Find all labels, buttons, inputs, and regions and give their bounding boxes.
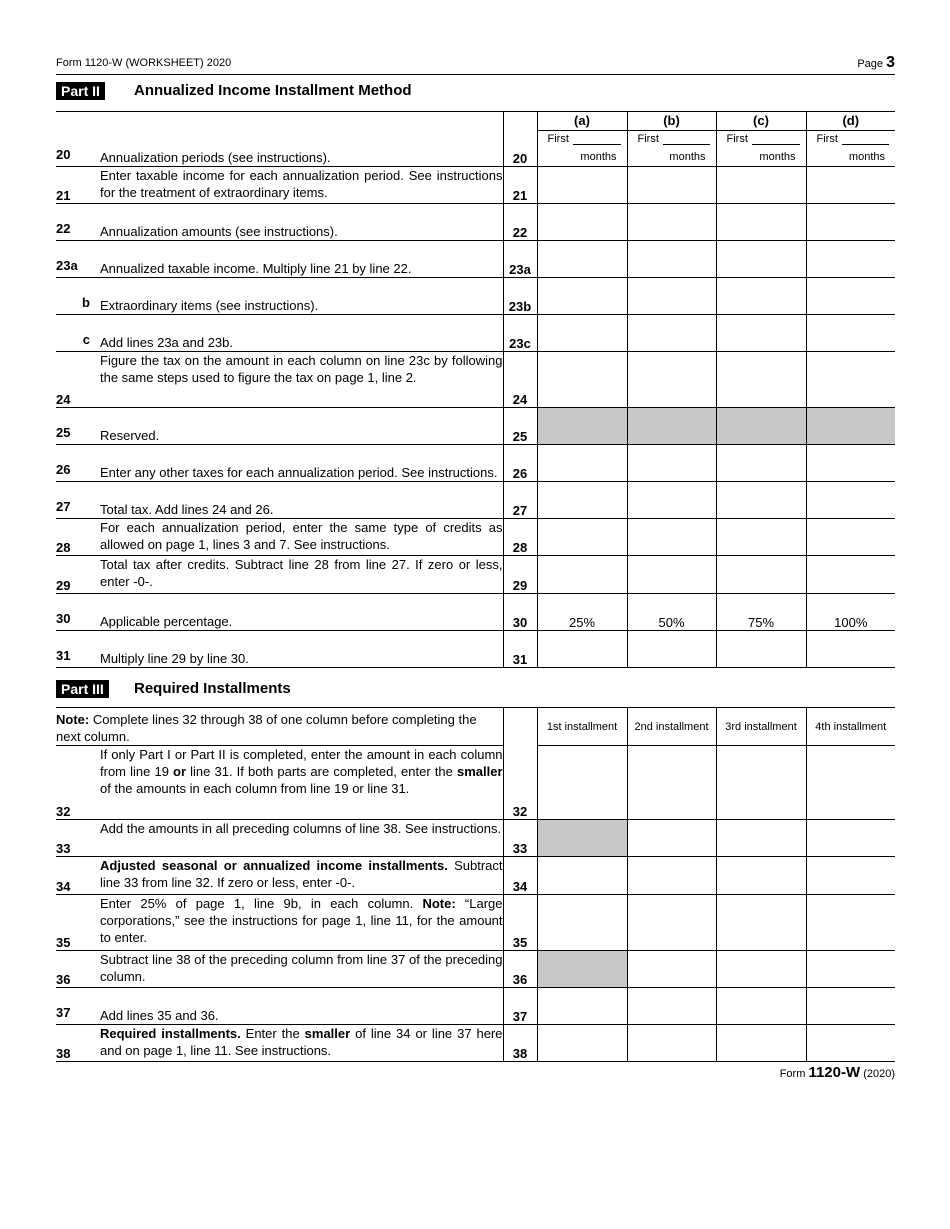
line-29-col-d[interactable] [806, 555, 895, 593]
line-32-text-part: or [173, 764, 187, 779]
line-37-number: 37 [56, 988, 100, 1025]
line-29-col-c[interactable] [716, 555, 806, 593]
line-31-row [56, 630, 895, 667]
line-34-installment-2[interactable] [627, 857, 716, 895]
line-30-row [56, 593, 895, 630]
line-26-col-c[interactable] [716, 444, 806, 481]
line-21-col-a[interactable] [537, 166, 627, 203]
line-32-text-part: If only Part I or Part II is completed, enter the amount in each column from line 19 [100, 747, 503, 779]
line-21-col-c[interactable] [716, 166, 806, 203]
line-36-installment-1 [537, 951, 627, 988]
line-31-description: Multiply line 29 by line 30. [100, 630, 503, 667]
line-30-label: 30 [503, 593, 537, 630]
line-35-row [56, 895, 895, 951]
line-27-col-b[interactable] [627, 481, 716, 518]
line-38-installment-3[interactable] [716, 1025, 806, 1062]
first-label: First [637, 132, 659, 145]
line-38-text-part: Required installments. [100, 1026, 241, 1041]
line-38-installment-4[interactable] [806, 1025, 895, 1062]
line-23a-col-a[interactable] [537, 240, 627, 277]
line-23a-label: 23a [503, 240, 537, 277]
line-25-col-a [537, 407, 627, 444]
line-32-row [56, 746, 895, 820]
line-34-text-part: Subtract line 33 from line 32. If zero or less, enter -0-. [100, 858, 503, 890]
line-33-row [56, 820, 895, 857]
line-32-text-part: line 31. If both parts are completed, enter the [186, 764, 457, 779]
line-28-description: For each annualization period, enter the same type of credits as allowed on page 1, lines 3 and 7. See instructions. [100, 518, 503, 555]
line-27-row [56, 481, 895, 518]
line-35-installment-1[interactable] [537, 895, 627, 951]
line-22-col-d[interactable] [806, 203, 895, 240]
line-20-first-a [538, 131, 627, 145]
line-27-col-d[interactable] [806, 481, 895, 518]
column-header-c: (c) [716, 111, 806, 130]
line-30-col-a: 25% [537, 593, 627, 630]
line-35-number: 35 [56, 895, 100, 951]
line-34-installment-3[interactable] [716, 857, 806, 895]
line-21-label: 21 [503, 166, 537, 203]
line-38-installment-1[interactable] [537, 1025, 627, 1062]
footer-year: (2020) [863, 1068, 895, 1080]
line-28-col-b[interactable] [627, 518, 716, 555]
line-33-description [100, 820, 503, 857]
months-blank-c[interactable] [752, 134, 800, 145]
form-footer [780, 1064, 895, 1081]
line-37-text-part: Add lines 35 and 36. [100, 1008, 219, 1023]
line-26-col-b[interactable] [627, 444, 716, 481]
line-28-number: 28 [56, 518, 100, 555]
line-28-row [56, 518, 895, 555]
line-38-installment-2[interactable] [627, 1025, 716, 1062]
line-23c-description: Add lines 23a and 23b. [100, 314, 503, 351]
line-22-row [56, 203, 895, 240]
line-25-col-d [806, 407, 895, 444]
part3-note-row [56, 708, 895, 746]
line-35-label: 35 [503, 895, 537, 951]
line-23b-row [56, 277, 895, 314]
line-24-col-a[interactable] [537, 351, 627, 407]
line-37-installment-2[interactable] [627, 988, 716, 1025]
months-blank-a[interactable] [573, 134, 621, 145]
months-label: months [848, 150, 885, 163]
line-38-row [56, 1025, 895, 1062]
line-24-col-b[interactable] [627, 351, 716, 407]
page-number-value: 3 [886, 54, 895, 71]
line-30-description: Applicable percentage. [100, 593, 503, 630]
line-29-row [56, 555, 895, 593]
line-28-col-c[interactable] [716, 518, 806, 555]
line-27-label: 27 [503, 481, 537, 518]
part3-title: Required Installments [134, 680, 291, 697]
line-22-col-c[interactable] [716, 203, 806, 240]
line-34-label: 34 [503, 857, 537, 895]
installment-header-1: 1st installment [537, 708, 627, 746]
line-23b-col-b[interactable] [627, 277, 716, 314]
line-32-installment-1[interactable] [537, 746, 627, 820]
line-34-installment-4[interactable] [806, 857, 895, 895]
line-36-text-part: Subtract line 38 of the preceding column from line 37 of the preceding column. [100, 952, 503, 984]
months-blank-d[interactable] [842, 134, 889, 145]
line-35-description [100, 895, 503, 951]
line-38-text-part: smaller [304, 1026, 351, 1041]
line-29-col-b[interactable] [627, 555, 716, 593]
line-38-description [100, 1025, 503, 1062]
line-22-number: 22 [56, 203, 100, 240]
line-23b-col-a[interactable] [537, 277, 627, 314]
line-24-col-c[interactable] [716, 351, 806, 407]
months-label: months [759, 150, 796, 163]
part2-colhead-row [56, 111, 895, 130]
line-20-number: 20 [56, 130, 100, 166]
line-23a-col-b[interactable] [627, 240, 716, 277]
line-28-label: 28 [503, 518, 537, 555]
line-30-col-b: 50% [627, 593, 716, 630]
line-34-number: 34 [56, 857, 100, 895]
months-label: months [580, 150, 617, 163]
line-22-label: 22 [503, 203, 537, 240]
blank-cell [56, 111, 100, 130]
first-label: First [547, 132, 569, 145]
line-36-installment-2[interactable] [627, 951, 716, 988]
line-31-col-b[interactable] [627, 630, 716, 667]
line-22-col-a[interactable] [537, 203, 627, 240]
line-25-description: Reserved. [100, 407, 503, 444]
line-23c-number: c [56, 314, 100, 351]
line-23c-col-d[interactable] [806, 314, 895, 351]
footer-form-number: 1120-W [808, 1064, 861, 1081]
line-23a-col-c[interactable] [716, 240, 806, 277]
line-33-installment-1 [537, 820, 627, 857]
line-32-description [100, 746, 503, 820]
note-text: Complete lines 32 through 38 of one column before completing the next column. [56, 712, 477, 744]
line-27-description: Total tax. Add lines 24 and 26. [100, 481, 503, 518]
line-24-col-d[interactable] [806, 351, 895, 407]
part2-title: Annualized Income Installment Method [134, 82, 412, 99]
column-header-a: (a) [537, 111, 627, 130]
months-blank-b[interactable] [663, 134, 710, 145]
line-35-installment-2[interactable] [627, 895, 716, 951]
line-27-col-a[interactable] [537, 481, 627, 518]
line-29-label: 29 [503, 555, 537, 593]
line-30-number: 30 [56, 593, 100, 630]
line-22-description: Annualization amounts (see instructions). [100, 203, 503, 240]
line-36-row [56, 951, 895, 988]
part2-table [56, 111, 895, 668]
part2-badge: Part II [56, 82, 105, 100]
line-33-label: 33 [503, 820, 537, 857]
months-label: months [669, 150, 706, 163]
line-33-installment-4[interactable] [806, 820, 895, 857]
page-number [857, 54, 895, 72]
line-31-label: 31 [503, 630, 537, 667]
line-33-installment-3[interactable] [716, 820, 806, 857]
line-20-col-d[interactable] [806, 130, 895, 166]
line-37-label: 37 [503, 988, 537, 1025]
line-21-description: Enter taxable income for each annualization period. See instructions for the treatment of extraordinary items. [100, 166, 503, 203]
line-26-col-d[interactable] [806, 444, 895, 481]
line-23b-description: Extraordinary items (see instructions). [100, 277, 503, 314]
line-37-installment-4[interactable] [806, 988, 895, 1025]
blank-cell [100, 111, 503, 130]
line-23b-number: b [56, 277, 100, 314]
line-20-col-a[interactable] [537, 130, 627, 166]
line-21-col-d[interactable] [806, 166, 895, 203]
part3-table [56, 707, 895, 1062]
first-label: First [816, 132, 838, 145]
line-31-col-a[interactable] [537, 630, 627, 667]
line-25-col-b [627, 407, 716, 444]
line-20-first-c [717, 131, 806, 145]
line-20-first-b [628, 131, 716, 145]
line-20-label: 20 [503, 130, 537, 166]
line-24-description: Figure the tax on the amount in each column on line 23c by following the same steps used to figure the tax on page 1, line 2. [100, 351, 503, 407]
line-26-label: 26 [503, 444, 537, 481]
line-21-row [56, 166, 895, 203]
line-21-number: 21 [56, 166, 100, 203]
part3-note [56, 708, 503, 746]
line-number-blank [503, 708, 537, 746]
footer-form-word: Form [779, 1068, 806, 1080]
line-25-number: 25 [56, 407, 100, 444]
line-32-installment-4[interactable] [806, 746, 895, 820]
line-36-description [100, 951, 503, 988]
line-32-label: 32 [503, 746, 537, 820]
column-header-d: (d) [806, 111, 895, 130]
line-32-text-part: smaller [456, 764, 503, 779]
line-24-label: 24 [503, 351, 537, 407]
line-31-col-c[interactable] [716, 630, 806, 667]
line-28-col-d[interactable] [806, 518, 895, 555]
page-label: Page [857, 58, 884, 70]
line-25-label: 25 [503, 407, 537, 444]
line-23c-col-c[interactable] [716, 314, 806, 351]
line-35-text-part: Note: [422, 896, 456, 911]
header-rule [56, 74, 895, 75]
note-label: Note: [56, 712, 90, 727]
installment-header-3: 3rd installment [716, 708, 806, 746]
line-38-number: 38 [56, 1025, 100, 1062]
line-35-text-part: “Large corporations,” see the instructions for page 1, line 11, for the amount to enter. [100, 896, 503, 945]
line-32-number: 32 [56, 746, 100, 820]
line-24-row [56, 351, 895, 407]
line-23a-description: Annualized taxable income. Multiply line 21 by line 22. [100, 240, 503, 277]
line-31-col-d[interactable] [806, 630, 895, 667]
line-26-col-a[interactable] [537, 444, 627, 481]
column-header-b: (b) [627, 111, 716, 130]
line-20-col-b[interactable] [627, 130, 716, 166]
line-33-text-part: Add the amounts in all preceding columns of line 38. See instructions. [100, 821, 502, 836]
line-26-number: 26 [56, 444, 100, 481]
line-30-col-d: 100% [806, 593, 895, 630]
line-29-description: Total tax after credits. Subtract line 28 from line 27. If zero or less, enter -0-. [100, 555, 503, 593]
first-label: First [726, 132, 748, 145]
line-25-col-c [716, 407, 806, 444]
line-36-number: 36 [56, 951, 100, 988]
line-26-row [56, 444, 895, 481]
line-34-installment-1[interactable] [537, 857, 627, 895]
line-29-col-a[interactable] [537, 555, 627, 593]
line-27-col-c[interactable] [716, 481, 806, 518]
line-37-description [100, 988, 503, 1025]
line-29-number: 29 [56, 555, 100, 593]
line-21-col-b[interactable] [627, 166, 716, 203]
line-20-first-d [807, 131, 896, 145]
line-38-label: 38 [503, 1025, 537, 1062]
line-35-installment-4[interactable] [806, 895, 895, 951]
part3-badge: Part III [56, 680, 109, 698]
line-32-text-part: of the amounts in each column from line 19 or line 31. [100, 781, 410, 796]
line-36-installment-3[interactable] [716, 951, 806, 988]
line-31-number: 31 [56, 630, 100, 667]
line-37-installment-3[interactable] [716, 988, 806, 1025]
line-22-col-b[interactable] [627, 203, 716, 240]
line-28-col-a[interactable] [537, 518, 627, 555]
line-23c-col-a[interactable] [537, 314, 627, 351]
line-37-installment-1[interactable] [537, 988, 627, 1025]
line-23b-col-d[interactable] [806, 277, 895, 314]
line-35-text-part: Enter 25% of page 1, line 9b, in each column. [100, 896, 423, 911]
line-23b-label: 23b [503, 277, 537, 314]
line-38-text-part: of line 34 or line 37 here and on page 1, line 11. See instructions. [100, 1026, 503, 1058]
line-27-number: 27 [56, 481, 100, 518]
line-30-col-c: 75% [716, 593, 806, 630]
line-37-row [56, 988, 895, 1025]
installment-header-4: 4th installment [806, 708, 895, 746]
line-35-installment-3[interactable] [716, 895, 806, 951]
line-20-col-c[interactable] [716, 130, 806, 166]
line-34-row [56, 857, 895, 895]
line-26-description: Enter any other taxes for each annualization period. See instructions. [100, 444, 503, 481]
line-20-row [56, 130, 895, 166]
line-34-text-part: Adjusted seasonal or annualized income installments. [100, 858, 448, 873]
form-header-title: Form 1120-W (WORKSHEET) 2020 [56, 57, 232, 69]
installment-header-2: 2nd installment [627, 708, 716, 746]
line-23c-row [56, 314, 895, 351]
line-32-installment-3[interactable] [716, 746, 806, 820]
line-33-installment-2[interactable] [627, 820, 716, 857]
line-23a-number: 23a [56, 240, 100, 277]
line-23b-col-c[interactable] [716, 277, 806, 314]
line-23c-label: 23c [503, 314, 537, 351]
line-number-blank [503, 111, 537, 130]
line-36-installment-4[interactable] [806, 951, 895, 988]
line-25-row [56, 407, 895, 444]
line-23a-col-d[interactable] [806, 240, 895, 277]
line-33-number: 33 [56, 820, 100, 857]
line-34-description [100, 857, 503, 895]
line-23c-col-b[interactable] [627, 314, 716, 351]
line-23a-row [56, 240, 895, 277]
line-20-description: Annualization periods (see instructions). [100, 130, 503, 166]
line-24-number: 24 [56, 351, 100, 407]
line-38-text-part: Enter the [240, 1026, 305, 1041]
line-32-installment-2[interactable] [627, 746, 716, 820]
line-36-label: 36 [503, 951, 537, 988]
